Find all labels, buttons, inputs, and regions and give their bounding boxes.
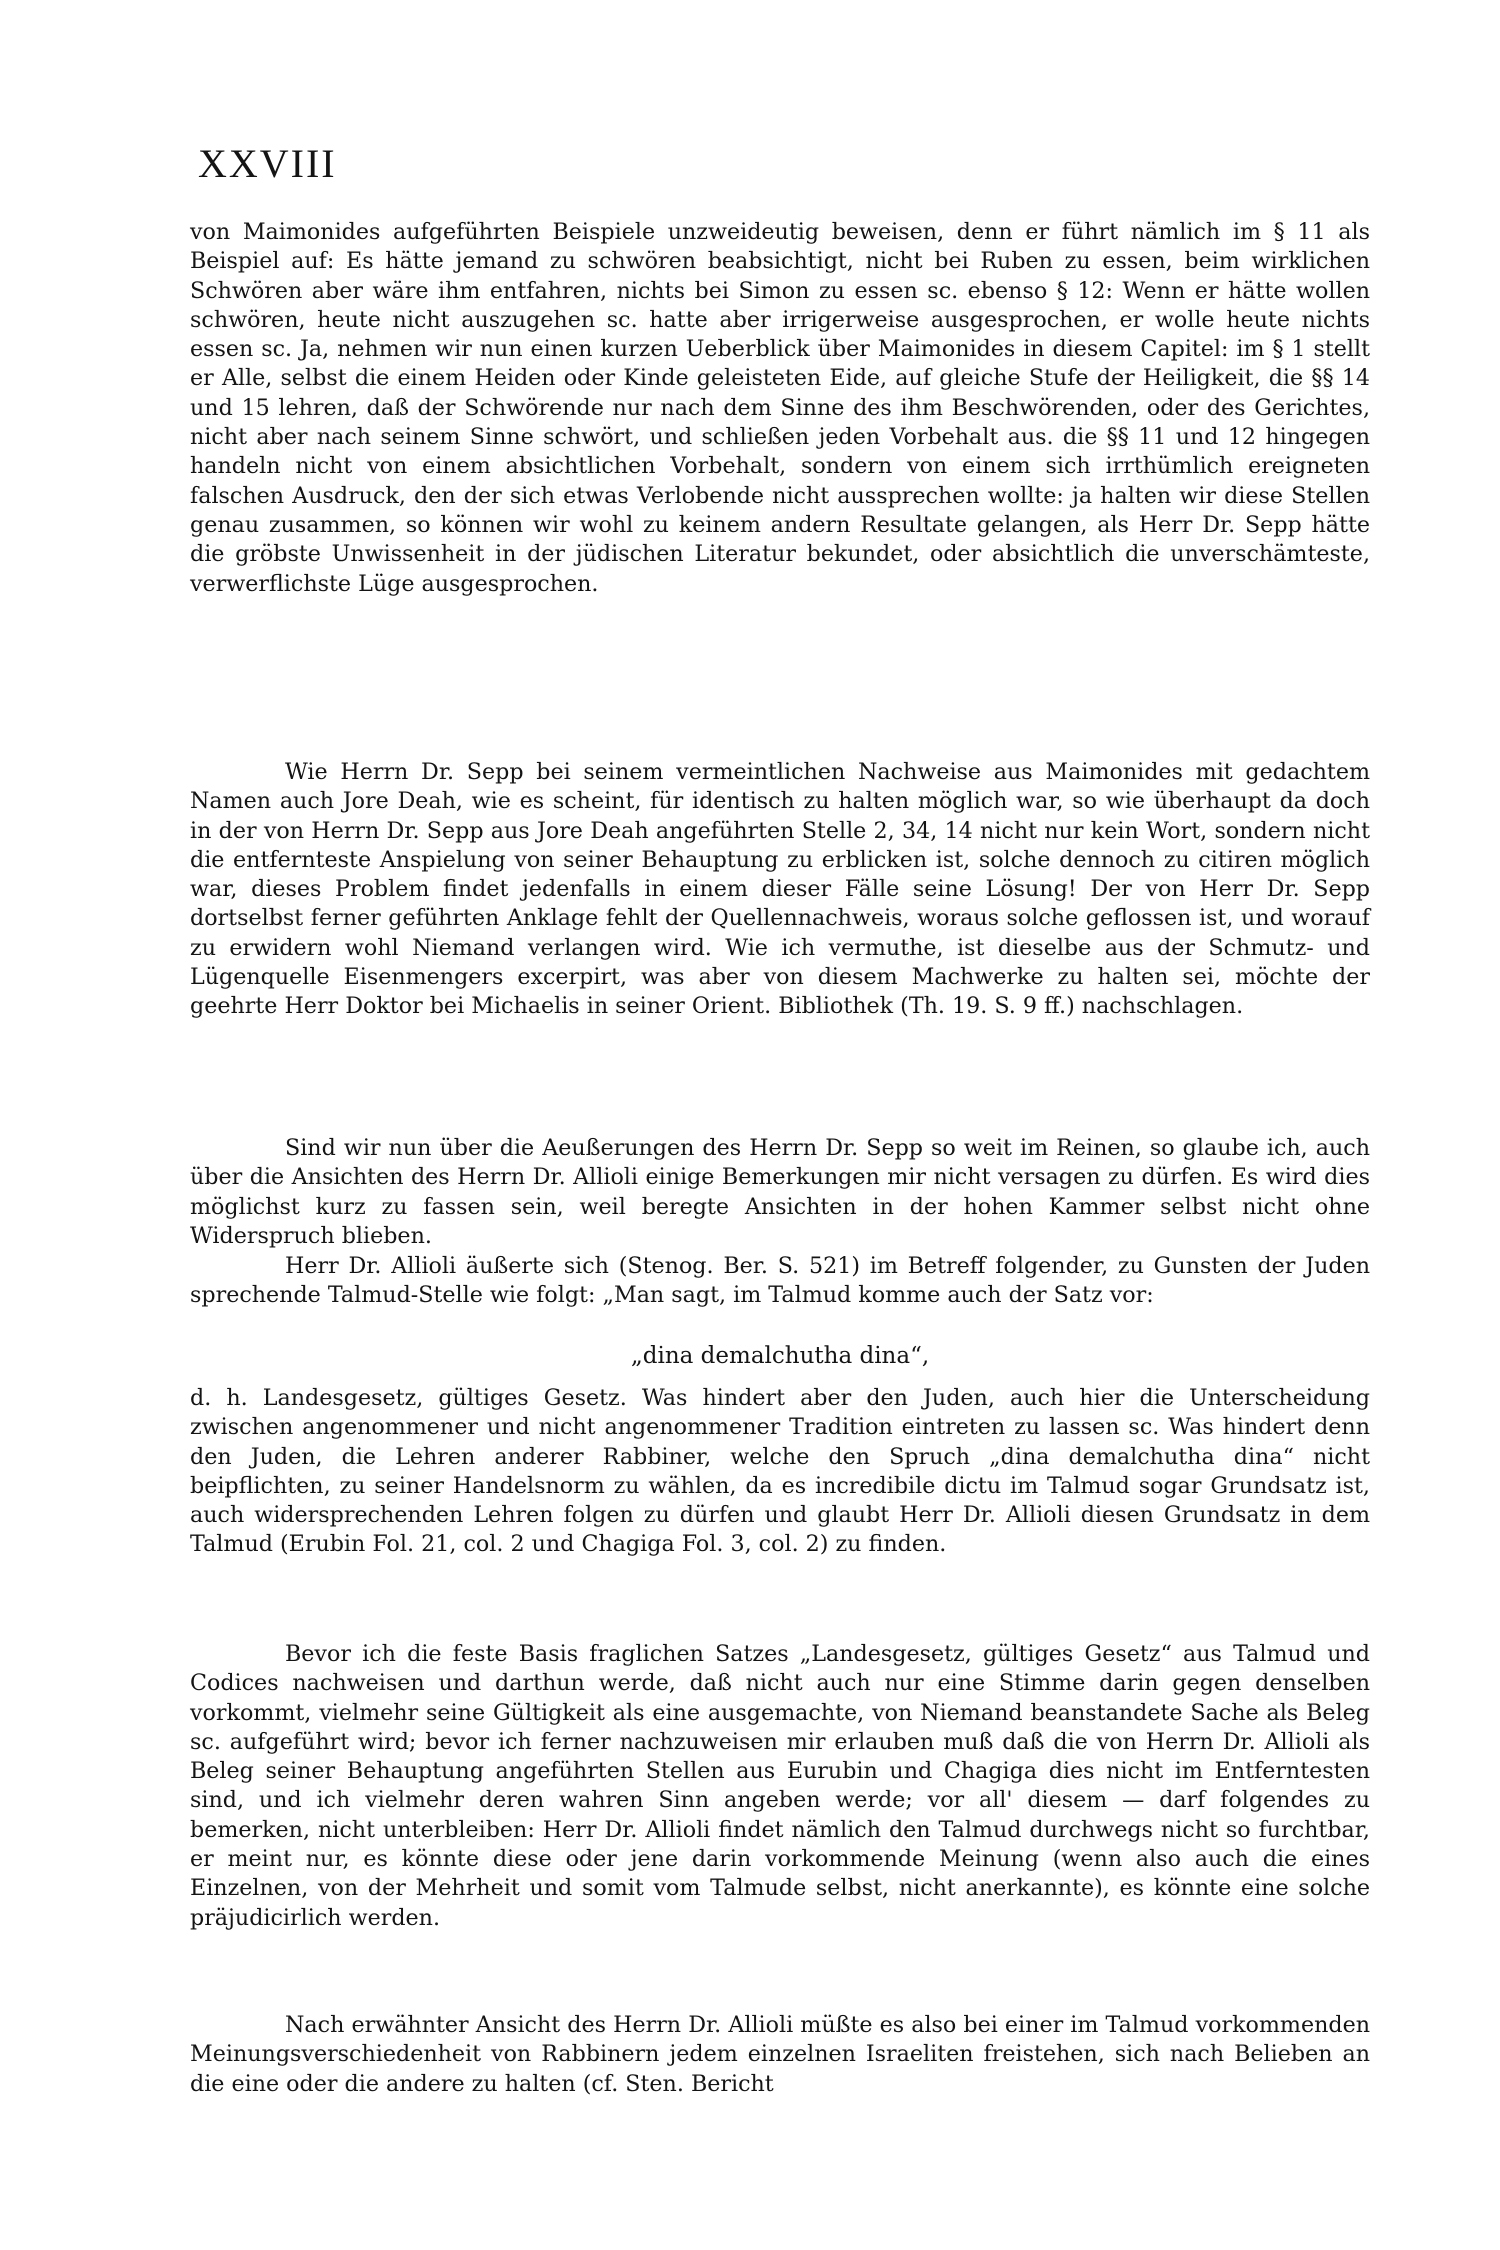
paragraph-1: von Maimonides aufgeführten Beispiele unzweideutig beweisen, denn er führt nämlich im § 11 als Beispiel auf: Es hätte jemand zu schwören beabsichtigt, nicht bei Ruben zu essen, beim wirklichen Schwören aber wäre ihm entfahren, nichts bei Simon zu essen sc. ebenso § 12: Wenn er hätte wollen schwören, heute nicht auszugehen sc. hatte aber irrigerweise ausgesprochen, er wolle heute nichts essen sc. Ja, nehmen wir nun einen kurzen Ueberblick über Maimonides in diesem Capitel: im § 1 stellt er Alle, selbst die einem Heiden oder Kinde geleisteten Eide, auf gleiche Stufe der Heiligkeit, die §§ 14 und 15 lehren, daß der Schwörende nur nach dem Sinne des ihm Beschwörenden, oder des Gerichtes, nicht aber nach seinem Sinne schwört, und schließen jeden Vorbehalt aus. die §§ 11 und 12 hingegen handeln nicht von einem absichtlichen Vorbehalt, sondern von einem sich irrthümlich ereigneten falschen Ausdruck, den der sich etwas Verlobende nicht aussprechen wollte: ja halten wir diese Stellen genau zusammen, so können wir wohl zu keinem andern Resultate gelangen, als Herr Dr. Sepp hätte die gröbste Unwissenheit in der jüdischen Literatur bekundet, oder absichtlich die unverschämteste, verwerflichste Lüge ausgesprochen.: [190, 219, 1370, 597]
paragraph-5: d. h. Landesgesetz, gültiges Gesetz. Was hindert aber den Juden, auch hier die Unterscheidung zwischen angenommener und nicht angenommener Tradition eintreten zu lassen sc. Was hindert denn den Juden, die Lehren anderer Rabbiner, welche den Spruch „dina demalchutha dina“ nicht beipflichten, zu seiner Handelsnorm zu wählen, da es incredibile dictu im Talmud sogar Grundsatz ist, auch widersprechenden Lehren folgen zu dürfen und glaubt Herr Dr. Allioli diesen Grundsatz in dem Talmud (Erubin Fol. 21, col. 2 und Chagiga Fol. 3, col. 2) zu finden.: [190, 1385, 1370, 1558]
quoted-phrase: „dina demalchutha dina“,: [630, 1343, 930, 1369]
paragraph-4: Herr Dr. Allioli äußerte sich (Stenog. Ber. S. 521) im Betreff folgender, zu Gunsten der Juden sprechende Talmud-Stelle wie folgt: „Man sagt, im Talmud komme auch der Satz vor:: [190, 1253, 1370, 1309]
page-number: XXVIII: [198, 141, 337, 186]
paragraph-6: Bevor ich die feste Basis fraglichen Satzes „Landesgesetz, gültiges Gesetz“ aus Talmud und Codices nachweisen und darthun werde, daß nicht auch nur eine Stimme darin gegen denselben vorkommt, vielmehr seine Gültigkeit als eine ausgemachte, von Niemand beanstandete Sache als Beleg sc. aufgeführt wird; bevor ich ferner nachzuweisen mir erlauben muß daß die von Herrn Dr. Allioli als Beleg seiner Behauptung angeführten Stellen aus Eurubin und Chagiga dies nicht im Entferntesten sind, und ich vielmehr deren wahren Sinn angeben werde; vor all' diesem — darf folgendes zu bemerken, nicht unterbleiben: Herr Dr. Allioli findet nämlich den Talmud durchwegs nicht so furchtbar, er meint nur, es könnte diese oder jene darin vorkommende Meinung (wenn also auch die eines Einzelnen, von der Mehrheit und somit vom Talmude selbst, nicht anerkannte), es könnte eine solche präjudicirlich werden.: [190, 1641, 1370, 1931]
paragraph-3: Sind wir nun über die Aeußerungen des Herrn Dr. Sepp so weit im Reinen, so glaube ich, auch über die Ansichten des Herrn Dr. Allioli einige Bemerkungen mir nicht versagen zu dürfen. Es wird dies möglichst kurz zu fassen sein, weil beregte Ansichten in der hohen Kammer selbst nicht ohne Widerspruch blieben.: [190, 1135, 1370, 1249]
paragraph-7: Nach erwähnter Ansicht des Herrn Dr. Allioli müßte es also bei einer im Talmud vorkommenden Meinungsverschiedenheit von Rabbinern jedem einzelnen Israeliten freistehen, sich nach Belieben an die eine oder die andere zu halten (cf. Sten. Bericht: [190, 2012, 1370, 2097]
paragraph-2: Wie Herrn Dr. Sepp bei seinem vermeintlichen Nachweise aus Maimonides mit gedachtem Namen auch Jore Deah, wie es scheint, für identisch zu halten möglich war, so wie überhaupt da doch in der von Herrn Dr. Sepp aus Jore Deah angeführten Stelle 2, 34, 14 nicht nur kein Wort, sondern nicht die entfernteste Anspielung von seiner Behauptung zu erblicken ist, solche dennoch zu citiren möglich war, dieses Problem findet jedenfalls in einem dieser Fälle seine Lösung! Der von Herr Dr. Sepp dortselbst ferner geführten Anklage fehlt der Quellennachweis, woraus solche geflossen ist, und worauf zu erwidern wohl Niemand verlangen wird. Wie ich vermuthe, ist dieselbe aus der Schmutz- und Lügenquelle Eisenmengers excerpirt, was aber von diesem Machwerke zu halten sei, möchte der geehrte Herr Doktor bei Michaelis in seiner Orient. Bibliothek (Th. 19. S. 9 ff.) nachschlagen.: [190, 759, 1370, 1020]
